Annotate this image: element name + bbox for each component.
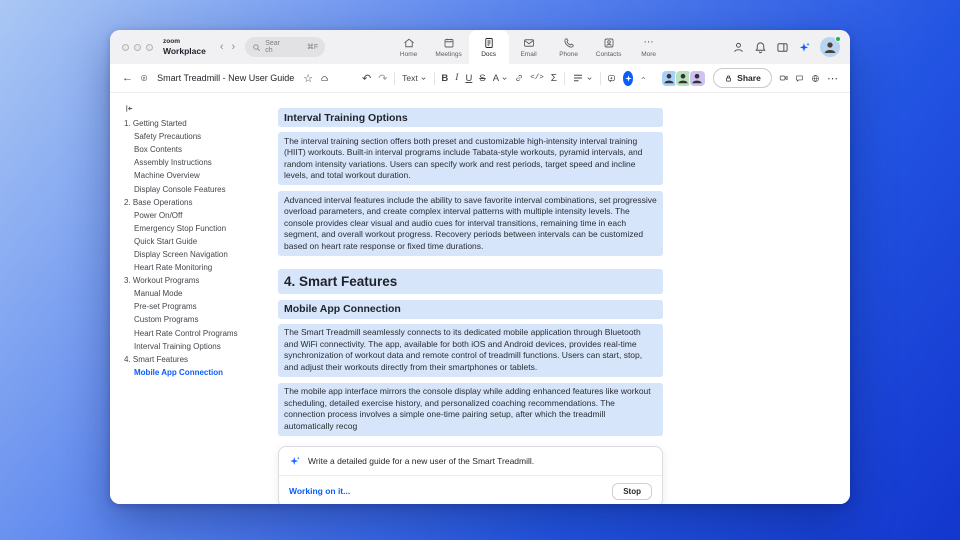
lock-icon [724,74,733,83]
code-button[interactable]: </> [530,74,544,82]
notifications-bell-icon[interactable] [754,41,767,54]
collapse-toolbar-icon[interactable] [640,73,647,83]
tab-label: Docs [481,50,496,58]
doc-content [278,93,663,504]
zoom-workplace-logo [163,39,206,55]
ai-companion-button[interactable] [623,71,633,86]
global-search-input[interactable] [245,37,325,57]
text-color-dropdown[interactable] [493,73,508,84]
doc-block-p[interactable]: The Smart Treadmill seamlessly connects to its dedicated mobile application through Bluetooth and WiFi connectivity. The app, available for both iOS and Android devices, provides real-time synchronization of workout data and remote control of treadmill functions. Users can start, stop, and adjust their workouts directly from their smartphones or tablets. [278,324,663,377]
comment-add-icon[interactable] [607,72,616,85]
sparkle-icon [624,74,633,83]
underline-button[interactable]: U [465,72,473,84]
search-placeholder: Search [265,39,280,54]
avatar-person-icon [676,71,690,85]
history-forward-button[interactable]: › [231,41,236,53]
tab-label: Phone [559,50,578,58]
toc-item[interactable]: Interval Training Options [134,341,221,351]
doc-block-h3[interactable]: Interval Training Options [278,108,663,127]
more-icon: ⋯ [643,36,654,48]
collaborator-avatar[interactable] [689,70,706,87]
collapse-sidebar-icon[interactable] [124,103,135,114]
toc-item[interactable]: Pre-set Programs [134,302,197,312]
toc-item[interactable]: 1. Getting Started [124,119,187,129]
toolbar-divider [434,72,435,85]
toc-item[interactable]: Heart Rate Control Programs [134,328,238,338]
redo-button[interactable]: ↷ [378,72,388,85]
toc-item[interactable]: Display Console Features [134,184,226,194]
doc-title: Smart Treadmill - New User Guide [157,73,295,83]
text-color-label: A [492,72,500,84]
formula-button[interactable]: Σ [550,72,557,84]
toc-item[interactable]: Manual Mode [134,289,183,299]
toc-item[interactable]: Quick Start Guide [134,236,198,246]
doc-block-h2[interactable]: 4. Smart Features [278,269,663,294]
search-shortcut: ⌘F [306,44,319,51]
toc-item[interactable]: Heart Rate Monitoring [134,263,213,273]
tab-contacts[interactable] [589,30,629,64]
chevron-down-icon [501,75,508,82]
avatar-person-icon [662,71,676,85]
doc-back-button[interactable]: ← [122,72,133,84]
home-icon [403,37,415,49]
chevron-down-icon [586,75,593,82]
document-icon [483,37,495,49]
text-style-label: Text [402,73,418,83]
doc-body [110,93,850,504]
share-button[interactable] [713,68,772,88]
tab-email[interactable] [509,30,549,64]
titlebar-right [732,37,840,57]
toc-item[interactable]: 2. Base Operations [124,197,193,207]
maximize-window-button[interactable] [146,44,153,51]
favorite-star-icon[interactable]: ☆ [303,72,314,85]
tab-home[interactable] [389,30,429,64]
logo-workplace-text: Workplace [163,45,206,56]
avatar-person-icon [690,71,704,85]
calendar-icon [443,37,455,49]
toolbar-divider [600,72,601,85]
text-style-dropdown[interactable] [402,73,427,83]
video-camera-icon[interactable] [779,71,789,85]
user-avatar[interactable] [820,37,840,57]
phone-icon [563,37,575,49]
doc-block-p[interactable]: The mobile app interface mirrors the console display while adding enhanced features like workout scheduling, detailed exercise history, and personalized coaching recommendations. The connection process involves a simple one-time pairing setup, after which the treadmill automatically recog [278,383,663,436]
doc-toolbar [110,64,850,93]
close-window-button[interactable] [122,44,129,51]
tab-phone[interactable] [549,30,589,64]
cloud-saved-icon[interactable] [320,72,329,85]
logo-zoom-text: zoom [163,38,180,45]
ai-sparkle-icon [289,455,301,467]
toc-item[interactable]: Display Screen Navigation [134,249,228,259]
mail-icon [523,37,535,49]
ai-companion-sparkle-icon[interactable] [798,41,811,54]
side-panel-toggle-icon[interactable] [776,41,789,54]
toc-item[interactable]: Power On/Off [134,210,183,220]
tab-label: Meetings [435,50,462,58]
tab-label: Home [399,50,418,58]
bold-button[interactable]: B [441,72,449,84]
doc-block-p[interactable]: The interval training section offers both preset and customizable high-intensity interval training (HIIT) workouts. Built-in interval programs include Tabata-style workouts, pyramid intervals, and random intensity variations. Users can specify work and rest periods, target speed and incline levels, and total workout duration. [278,132,663,185]
tab-docs[interactable] [469,30,509,64]
toc-item[interactable]: Mobile App Connection [134,367,224,377]
strikethrough-button[interactable]: S [479,72,486,84]
collaborator-avatars [661,70,706,87]
toc-item[interactable]: 3. Workout Programs [124,276,200,286]
toc-item[interactable]: Safety Precautions [134,132,202,142]
more-options-button[interactable]: ⋯ [827,72,839,85]
toc-item[interactable]: Custom Programs [134,315,199,325]
undo-button[interactable]: ↶ [362,72,372,85]
tab-more[interactable] [629,30,669,64]
tab-label: Contacts [595,50,622,58]
toolbar-divider [564,72,565,85]
link-icon[interactable] [515,72,523,84]
ai-status-row [279,476,662,505]
minimize-window-button[interactable] [134,44,141,51]
share-label: Share [737,73,761,83]
toc-list [124,117,278,379]
main-nav-tabs [389,30,669,64]
contacts-icon [603,37,615,49]
chat-bubble-icon[interactable] [795,72,804,85]
toc-item[interactable]: Box Contents [134,145,183,155]
doc-block-h3[interactable]: Mobile App Connection [278,300,663,319]
toc-item[interactable]: 4. Smart Features [124,354,189,364]
doc-blocks [278,108,663,436]
toc-sidebar [110,93,278,504]
search-icon [252,43,261,52]
tab-meetings[interactable] [429,30,469,64]
titlebar [110,30,850,64]
online-status-dot [835,36,841,42]
align-list-icon [572,72,584,84]
ai-composer-panel [278,446,663,505]
tab-label: Email [520,50,537,58]
tab-label: More [641,50,656,58]
list-align-dropdown[interactable] [572,72,593,84]
stop-button[interactable]: Stop [612,483,652,500]
chevron-down-icon [420,75,427,82]
toolbar-divider [394,72,395,85]
history-back-button[interactable]: ‹ [219,41,224,53]
ai-status-text: Working on it... [289,486,351,496]
window-controls [122,44,153,51]
profile-icon[interactable] [732,41,745,54]
doc-emoji-icon[interactable] [140,72,148,84]
zoom-workplace-window [110,30,850,504]
toc-item[interactable]: Machine Overview [134,171,200,181]
ai-prompt-row [279,447,662,475]
globe-icon[interactable] [811,72,820,85]
toc-item[interactable]: Emergency Stop Function [134,223,227,233]
toc-item[interactable]: Assembly Instructions [134,158,212,168]
doc-block-p[interactable]: Advanced interval features include the ability to save favorite interval combinations, set progressive overload parameters, and create complex interval patterns with multiple intensity levels. The console provides clear visual and audio cues for interval transitions, remaining time in each segment, and overall workout progress. Recovery periods between intervals can be customized based on heart rate response or fixed time durations. [278,191,663,256]
ai-prompt-text: Write a detailed guide for a new user of the Smart Treadmill. [308,455,535,466]
italic-button[interactable]: I [455,73,459,83]
